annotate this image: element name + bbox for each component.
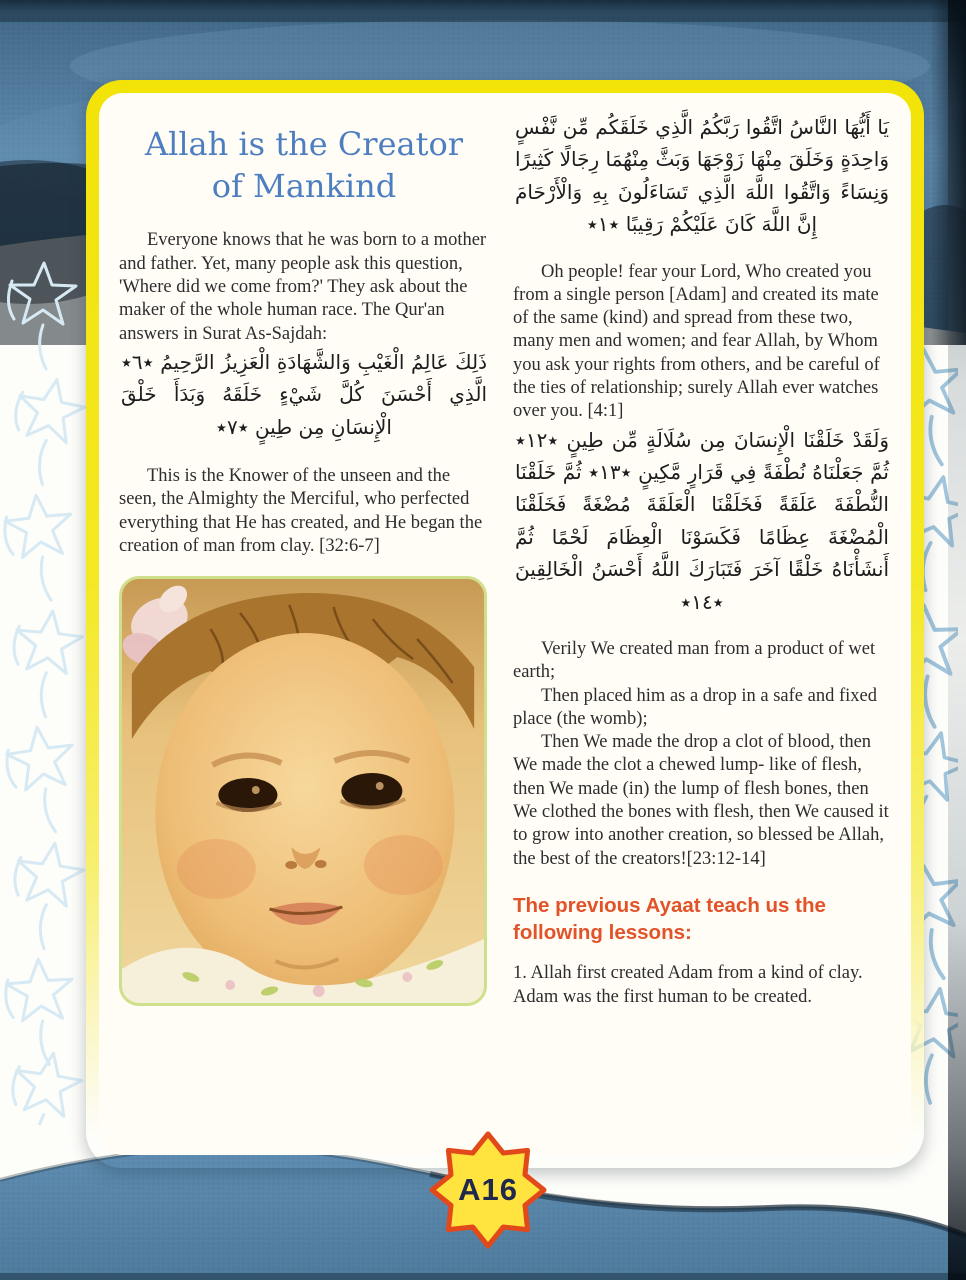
quran-arabic-4-1: يَا أَيُّهَا النَّاسُ اتَّقُوا رَبَّكُمُ الَّذِي خَلَقَكُم مِّن نَّفْسٍ وَاحِدَةٍ وَخَلَقَ مِنْهَا زَوْجَهَا وَبَثَّ مِنْهُمَا رِجَالًا كَثِيرًا وَنِسَاءً وَاتَّقُوا اللَّهَ الَّذِي تَسَاءَلُونَ بِهِ وَالْأَرْحَامَ إِنَّ اللَّهَ كَانَ عَلَيْكُمْ رَقِيبًا ٭١٭ [515,115,889,237]
lessons-heading: The previous Ayaat teach us the following lessons: [513,893,826,944]
left-ornament-pattern [2,255,88,1125]
translation-23-12-14 [513,638,891,871]
baby-face-illustration [122,579,484,1003]
quran-arabic-23-12-14: وَلَقَدْ خَلَقْنَا الْإِنسَانَ مِن سُلَالَةٍ مِّن طِينٍ ٭١٢٭ ثُمَّ جَعَلْنَاهُ نُطْفَةً فِي قَرَارٍ مَّكِينٍ ٭١٣٭ ثُمَّ خَلَقْنَا النُّطْفَةَ عَلَقَةً فَخَلَقْنَا الْعَلَقَةَ مُضْغَةً فَخَلَقْنَا الْمُضْغَةَ عِظَامًا فَكَسَوْنَا الْعِظَامَ لَحْمًا ثُمَّ أَنشَأْنَاهُ خَلْقًا آخَرَ فَتَبَارَكَ اللَّهُ أَحْسَنُ الْخَالِقِينَ ٭١٤٭ [515,427,889,614]
translation-32-6-7: This is the Knower of the unseen and the seen, the Almighty the Merciful, who perfected everything that He has created, and He began the creation of man from clay. [32:6-7] [119,466,483,557]
page-title-line2: of Mankind [211,167,397,206]
translation-23-12-14-p3: Then We made the drop a clot of blood, then We made the clot a chewed lump- like of flesh, then We made (in) the lump of flesh bones, then We clothed the bones with flesh, then We caused it to grow into another creation, so blessed be Allah, the best of the creators![23:12-14] [513,732,889,869]
page-title-line1: Allah is the Creator [144,125,464,163]
translation-23-12-14-p2: Then placed him as a drop in a safe and fixed place (the womb); [513,685,877,729]
right-column [513,111,891,1147]
left-column [119,111,489,1147]
content-card-inner [99,93,911,1155]
translation-23-12-14-p1: Verily We created man from a product of wet earth; [513,638,876,683]
intro-paragraph: Everyone knows that he was born to a mother and father. Yet, many people ask this question, 'Where did we come from?' They ask about the maker of the whole human race. The Qur'an answers in Surat As-Sajdah: [119,230,487,344]
page-title [119,123,489,207]
translation-4-1: Oh people! fear your Lord, Who created you from a single person [Adam] and created its mate of the same (kind) and spread from these two, many men and women; and fear Allah, by Whom you ask your rights from others, and be careful of the ties of relationship; surely Allah ever watches over you. [4:1] [513,261,880,422]
page-number-label: A16 [458,1172,518,1207]
lesson-item-1: 1. Allah first created Adam from a kind of clay. Adam was the first human to be created. [513,963,863,1007]
baby-photo [119,576,487,1006]
quran-arabic-32-6-7: ذَلِكَ عَالِمُ الْغَيْبِ وَالشَّهَادَةِ الْعَزِيزُ الرَّحِيمُ ٭٦٭ الَّذِي أَحْسَنَ كُلَّ شَيْءٍ خَلَقَهُ وَبَدَأَ خَلْقَ الْإِنسَانِ مِن طِينٍ ٭٧٭ [121,349,487,439]
content-card [86,80,924,1168]
page-number-badge [428,1130,548,1250]
